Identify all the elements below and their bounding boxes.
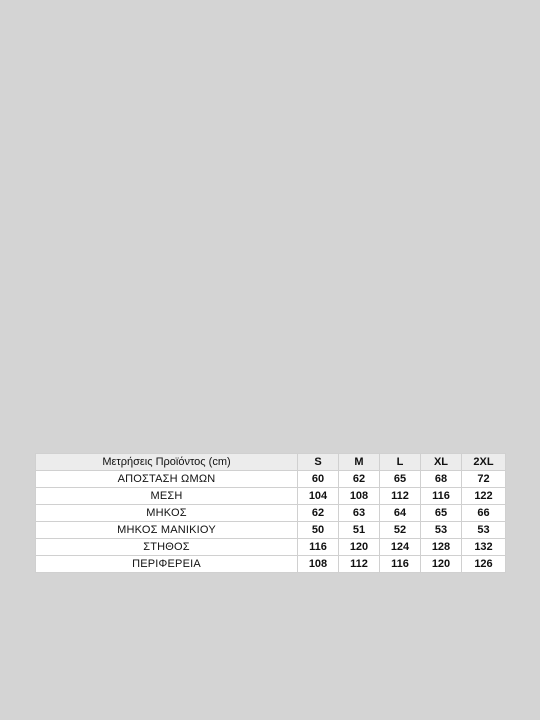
cell-value: 64 [380,505,421,522]
table-row [36,522,506,539]
cell-value: 120 [339,539,380,556]
cell-value: 53 [421,522,462,539]
cell-value: 63 [339,505,380,522]
cell-value: 116 [421,488,462,505]
row-label: ΜΗΚΟΣ [36,505,298,522]
cell-value: 124 [380,539,421,556]
row-label: ΣΤΗΘΟΣ [36,539,298,556]
table-row [36,471,506,488]
row-label: ΜΗΚΟΣ ΜΑΝΙΚΙΟΥ [36,522,298,539]
table-row [36,505,506,522]
cell-value: 116 [298,539,339,556]
cell-value: 65 [421,505,462,522]
header-size-m: M [339,454,380,471]
header-measurements-label: Μετρήσεις Προϊόντος (cm) [36,454,298,471]
cell-value: 120 [421,556,462,573]
cell-value: 68 [421,471,462,488]
cell-value: 66 [462,505,506,522]
row-label: ΜΕΣΗ [36,488,298,505]
cell-value: 108 [339,488,380,505]
cell-value: 50 [298,522,339,539]
size-chart-table [35,453,506,573]
header-size-xl: XL [421,454,462,471]
cell-value: 65 [380,471,421,488]
header-size-s: S [298,454,339,471]
cell-value: 126 [462,556,506,573]
header-size-l: L [380,454,421,471]
table-row [36,556,506,573]
cell-value: 112 [380,488,421,505]
cell-value: 128 [421,539,462,556]
cell-value: 112 [339,556,380,573]
cell-value: 62 [339,471,380,488]
row-label: ΠΕΡΙΦΕΡΕΙΑ [36,556,298,573]
header-size-2xl: 2XL [462,454,506,471]
table-row [36,488,506,505]
cell-value: 60 [298,471,339,488]
table-header-row [36,454,506,471]
cell-value: 122 [462,488,506,505]
row-label: ΑΠΟΣΤΑΣΗ ΩΜΩΝ [36,471,298,488]
cell-value: 132 [462,539,506,556]
cell-value: 72 [462,471,506,488]
cell-value: 62 [298,505,339,522]
cell-value: 104 [298,488,339,505]
cell-value: 53 [462,522,506,539]
cell-value: 52 [380,522,421,539]
cell-value: 51 [339,522,380,539]
cell-value: 108 [298,556,339,573]
cell-value: 116 [380,556,421,573]
table-row [36,539,506,556]
